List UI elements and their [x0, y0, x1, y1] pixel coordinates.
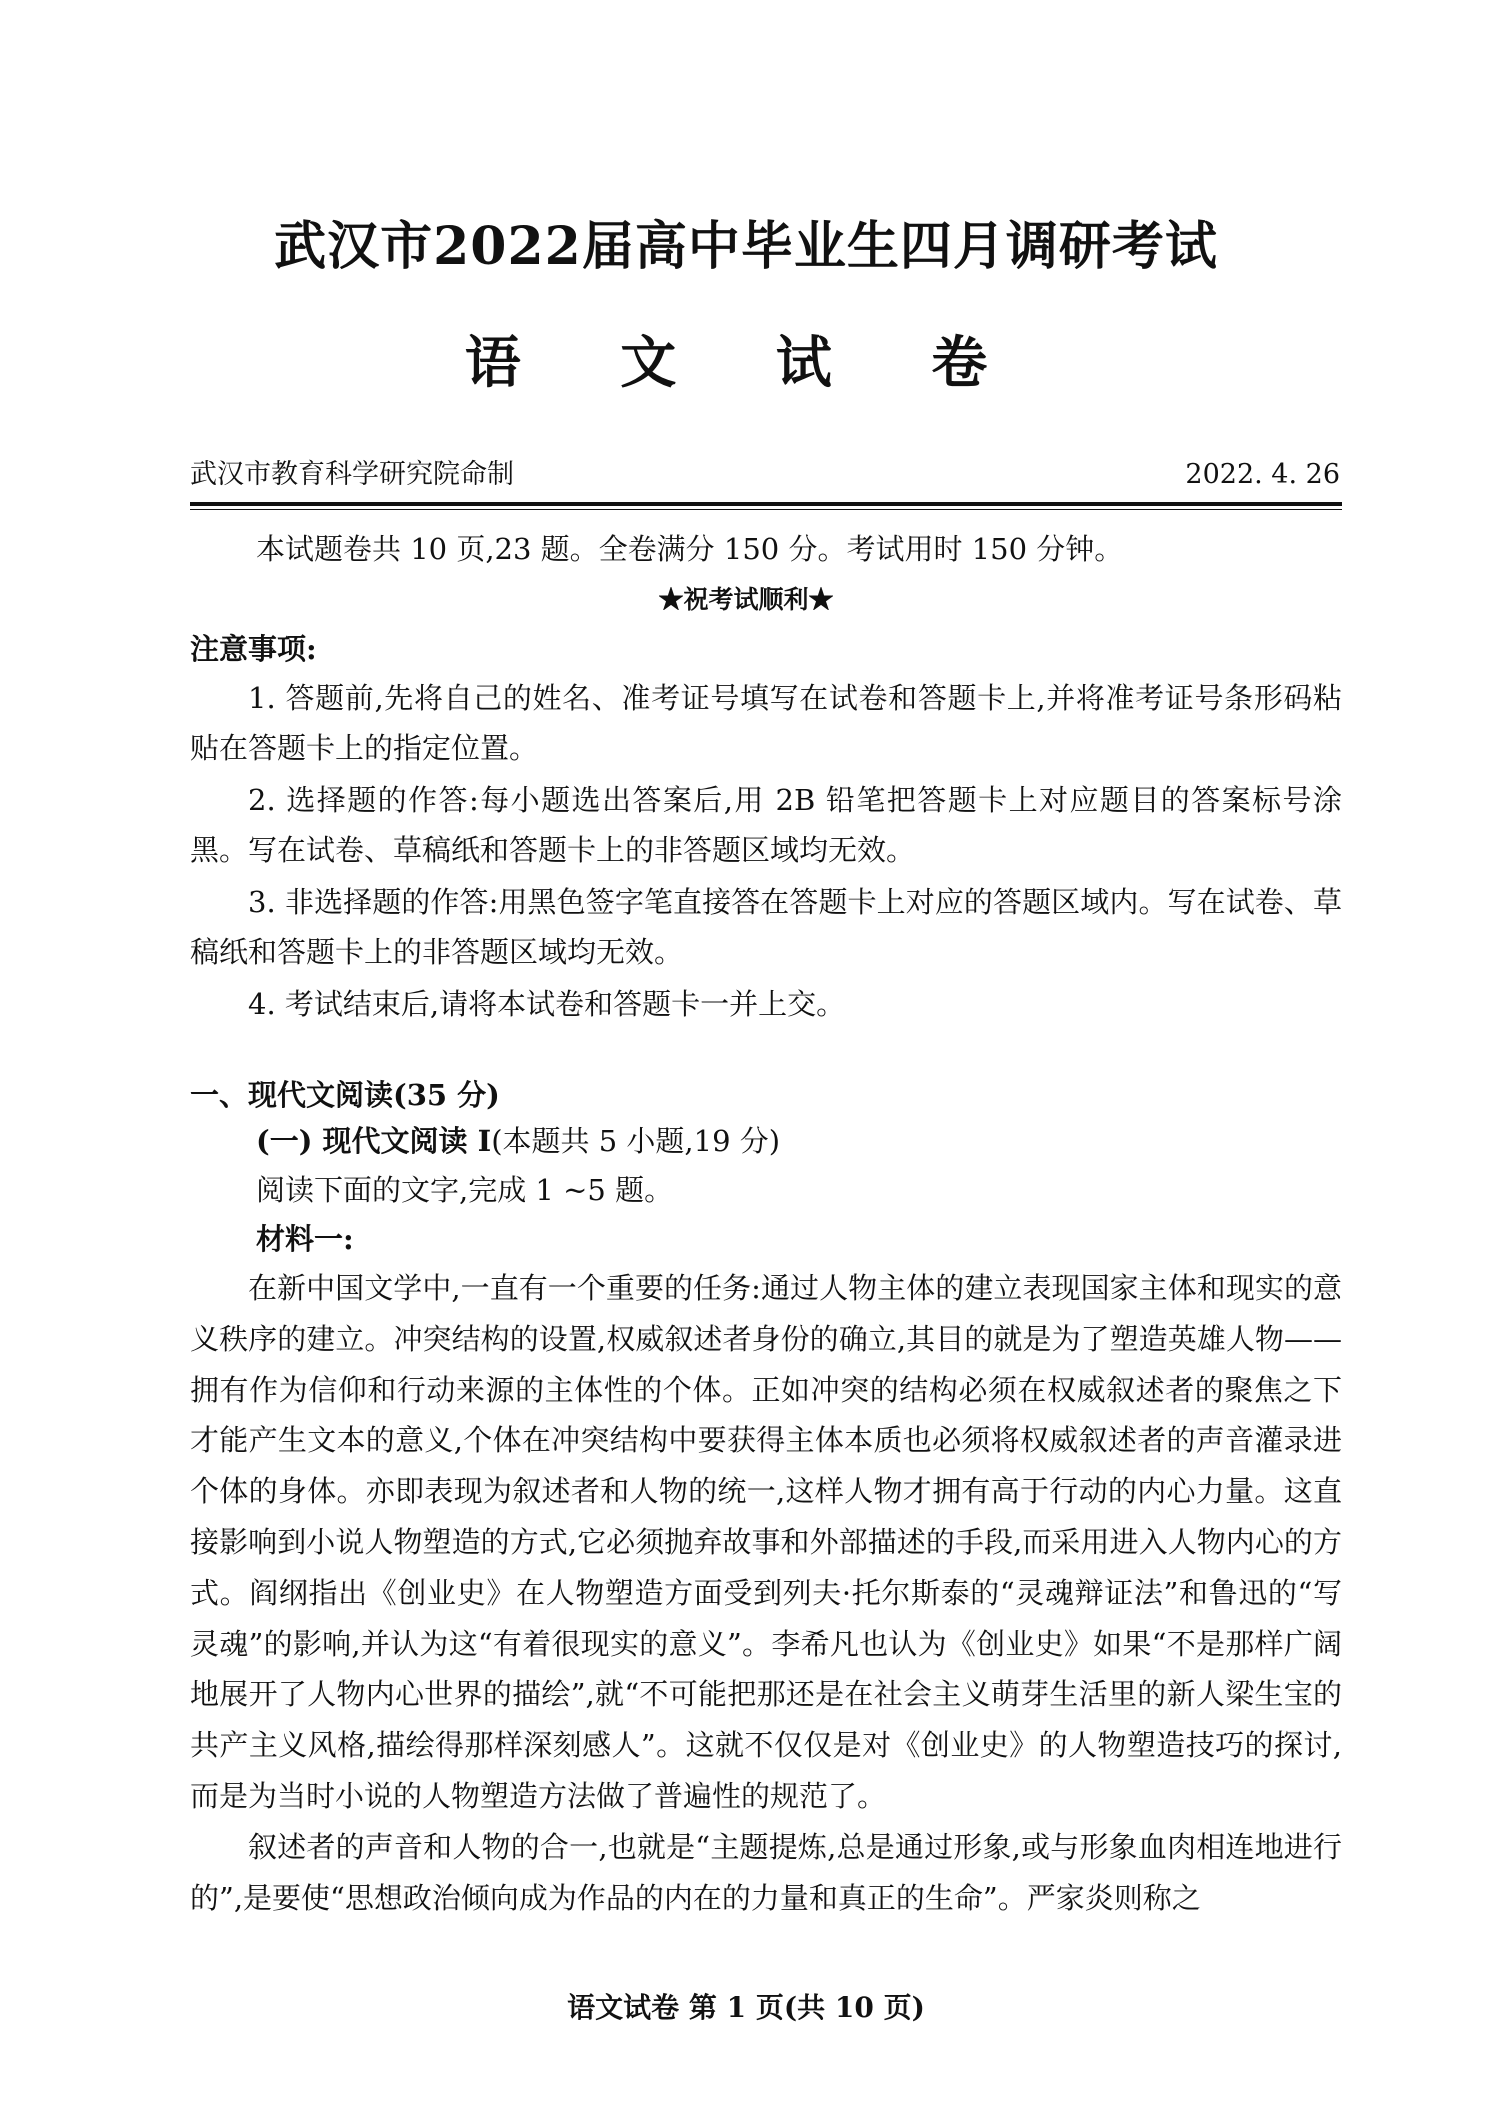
reading-instruction: 阅读下面的文字,完成 1 ~5 题。	[256, 1173, 674, 1207]
sub-heading-lead: (一) 现代文阅读 I	[256, 1124, 492, 1158]
notice-item: 1. 答题前,先将自己的姓名、准考证号填写在试卷和答题卡上,并将准考证号条形码粘贴在答题卡上的指定位置。	[190, 681, 1342, 765]
notice-item: 3. 非选择题的作答:用黑色签字笔直接答在答题卡上对应的答题区域内。写在试卷、草稿纸和答题卡上的非答题区域均无效。	[190, 885, 1342, 969]
passage-paragraph: 叙述者的声音和人物的合一,也就是“主题提炼,总是通过形象,或与形象血肉相连地进行的”,是要使“思想政治倾向成为作品的内在的力量和真正的生命”。严家炎则称之	[190, 1829, 1342, 1915]
exam-subtitle: 语 文 试 卷	[464, 330, 1028, 396]
sub-heading	[256, 1118, 780, 1164]
exam-title: 武汉市2022届高中毕业生四月调研考试	[274, 216, 1218, 277]
meta-row	[190, 455, 1340, 495]
notice-list	[190, 673, 1342, 1031]
page-footer: 语文试卷 第 1 页(共 10 页)	[567, 1991, 925, 2024]
exam-date: 2022. 4. 26	[1185, 459, 1340, 490]
blessing: ★祝考试顺利★	[658, 585, 834, 614]
notice-heading: 注意事项:	[190, 632, 317, 666]
material-label: 材料一:	[256, 1222, 354, 1256]
passage-paragraph: 在新中国文学中,一直有一个重要的任务:通过人物主体的建立表现国家主体和现实的意义秩序的建立。冲突结构的设置,权威叙述者身份的确立,其目的就是为了塑造英雄人物——拥有作为信仰和行动来源的主体性的个体。正如冲突的结构必须在权威叙述者的聚焦之下才能产生文本的意义,个体在冲突结构中要获得主体本质也必须将权威叙述者的声音灌录进个体的身体。亦即表现为叙述者和人物的统一,这样人物才拥有高于行动的内心力量。这直接影响到小说人物塑造的方式,它必须抛弃故事和外部描述的手段,而采用进入人物内心的方式。阎纲指出《创业史》在人物塑造方面受到列夫·托尔斯泰的“灵魂辩证法”和鲁迅的“写灵魂”的影响,并认为这“有着很现实的意义”。李希凡也认为《创业史》如果“不是那样广阔地展开了人物内心世界的描绘”,就“不可能把那还是在社会主义萌芽生活里的新人梁生宝的共产主义风格,描绘得那样深刻感人”。这就不仅仅是对《创业史》的人物塑造技巧的探讨,而是为当时小说的人物塑造方法做了普遍性的规范了。	[190, 1271, 1342, 1813]
header-rule-thick	[190, 502, 1342, 506]
notice-item: 4. 考试结束后,请将本试卷和答题卡一并上交。	[248, 987, 846, 1021]
notice-item: 2. 选择题的作答:每小题选出答案后,用 2B 铅笔把答题卡上对应题目的答案标号涂黑。写在试卷、草稿纸和答题卡上的非答题区域均无效。	[190, 783, 1342, 867]
sub-heading-rest: (本题共 5 小题,19 分)	[491, 1124, 781, 1158]
header-rule-thin	[190, 509, 1342, 510]
section-heading: 一、现代文阅读(35 分)	[190, 1078, 500, 1112]
issuer: 武汉市教育科学研究院命制	[190, 459, 514, 490]
reading-passage	[190, 1263, 1342, 1923]
exam-info: 本试题卷共 10 页,23 题。全卷满分 150 分。考试用时 150 分钟。	[256, 532, 1124, 566]
